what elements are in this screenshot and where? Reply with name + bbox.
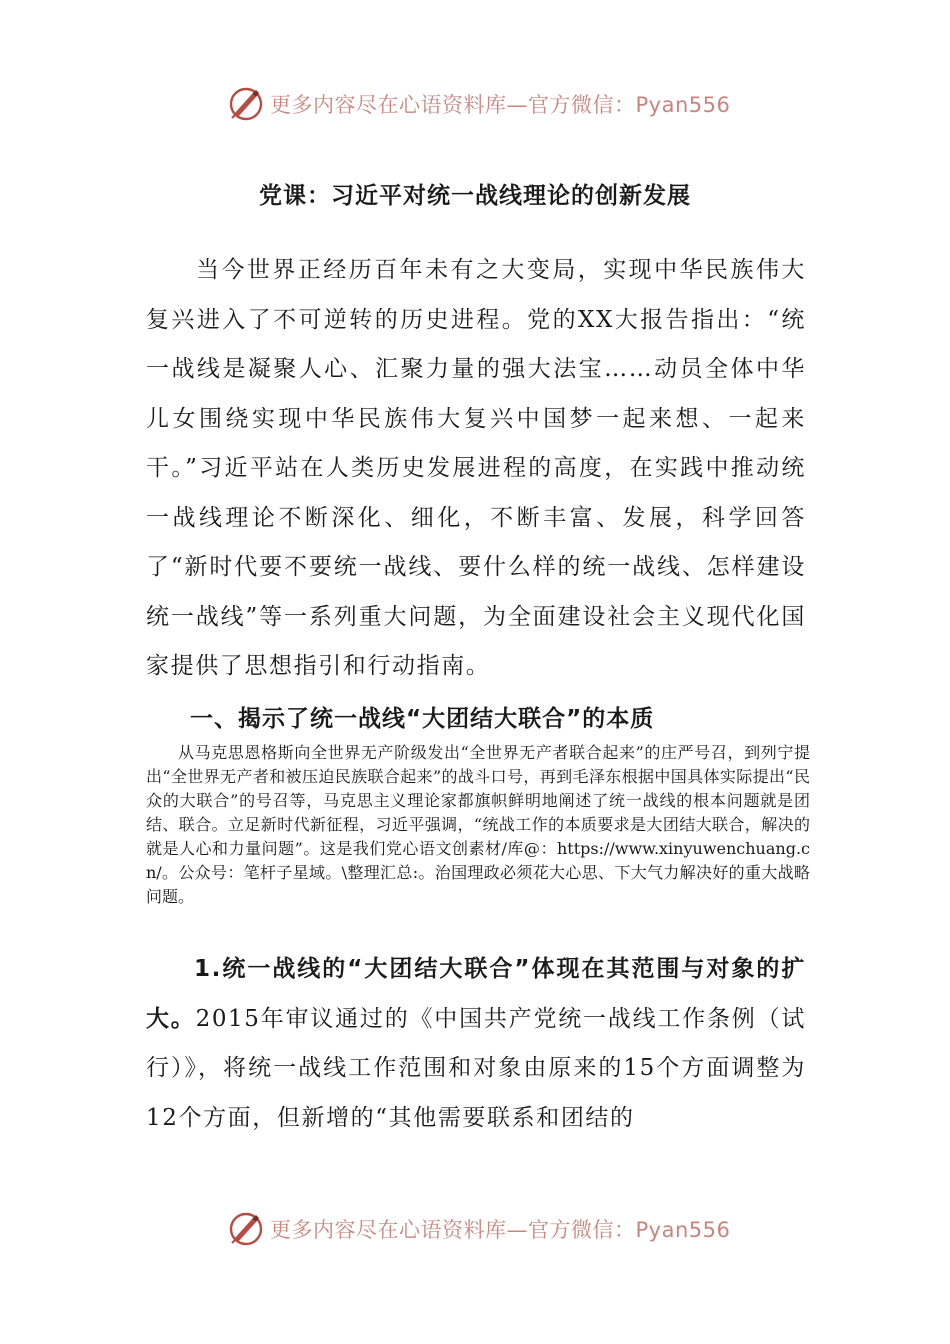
pen-logo-icon bbox=[226, 84, 266, 124]
pen-logo-icon bbox=[226, 1209, 266, 1249]
watermark-text: 更多内容尽在心语资料库—官方微信：Pyan556 bbox=[270, 1218, 731, 1242]
point-heading: 1.统一战线的“大团结大联合”体现在其范围与对象的扩大。 bbox=[146, 956, 806, 1032]
section-heading: 一、揭示了统一战线“大团结大联合”的本质 bbox=[190, 706, 655, 732]
intro-paragraph: 当今世界正经历百年未有之大变局，实现中华民族伟大复兴进入了不可逆转的历史进程。党的XX大报告指出：“统一战线是凝聚人心、汇聚力量的强大法宝……动员全体中华儿女围绕实现中华民族伟大复兴中国梦一起来想、一起来干。”习近平站在人类历史发展进程的高度，在实践中推动统一战线理论不断深化、细化，不断丰富、发展，科学回答了“新时代要不要统一战线、要什么样的统一战线、怎样建设统一战线”等一系列重大问题，为全面建设社会主义现代化国家提供了思想指引和行动指南。 bbox=[146, 257, 806, 679]
section-paragraph: 从马克思恩格斯向全世界无产阶级发出“全世界无产者联合起来”的庄严号召，到列宁提出“全世界无产者和被压迫民族联合起来”的战斗口号，再到毛泽东根据中国具体实际提出“民众的大联合”的号召等，马克思主义理论家都旗帜鲜明地阐述了统一战线的根本问题就是团结、联合。立足新时代新征程，习近平强调，“统战工作的本质要求是大团结大联合，解决的就是人心和力量问题”。这是我们党心语文创素材/库@：https://www.xinyuwenchuang.cn/。公众号：笔杆子星域。\整理汇总:。治国理政必须花大心思、下大气力解决好的重大战略问题。 bbox=[146, 743, 810, 906]
point-text: 2015年审议通过的《中国共产党统一战线工作条例（试行）》，将统一战线工作范围和对象由原来的15个方面调整为12个方面，但新增的“其他需要联系和团结的 bbox=[146, 1005, 806, 1131]
document-title: 党课：习近平对统一战线理论的创新发展 bbox=[259, 183, 691, 209]
watermark-text: 更多内容尽在心语资料库—官方微信：Pyan556 bbox=[270, 93, 731, 117]
watermark-banner-top bbox=[226, 82, 746, 126]
watermark-banner-bottom bbox=[226, 1207, 746, 1251]
point-paragraph bbox=[146, 945, 806, 1143]
